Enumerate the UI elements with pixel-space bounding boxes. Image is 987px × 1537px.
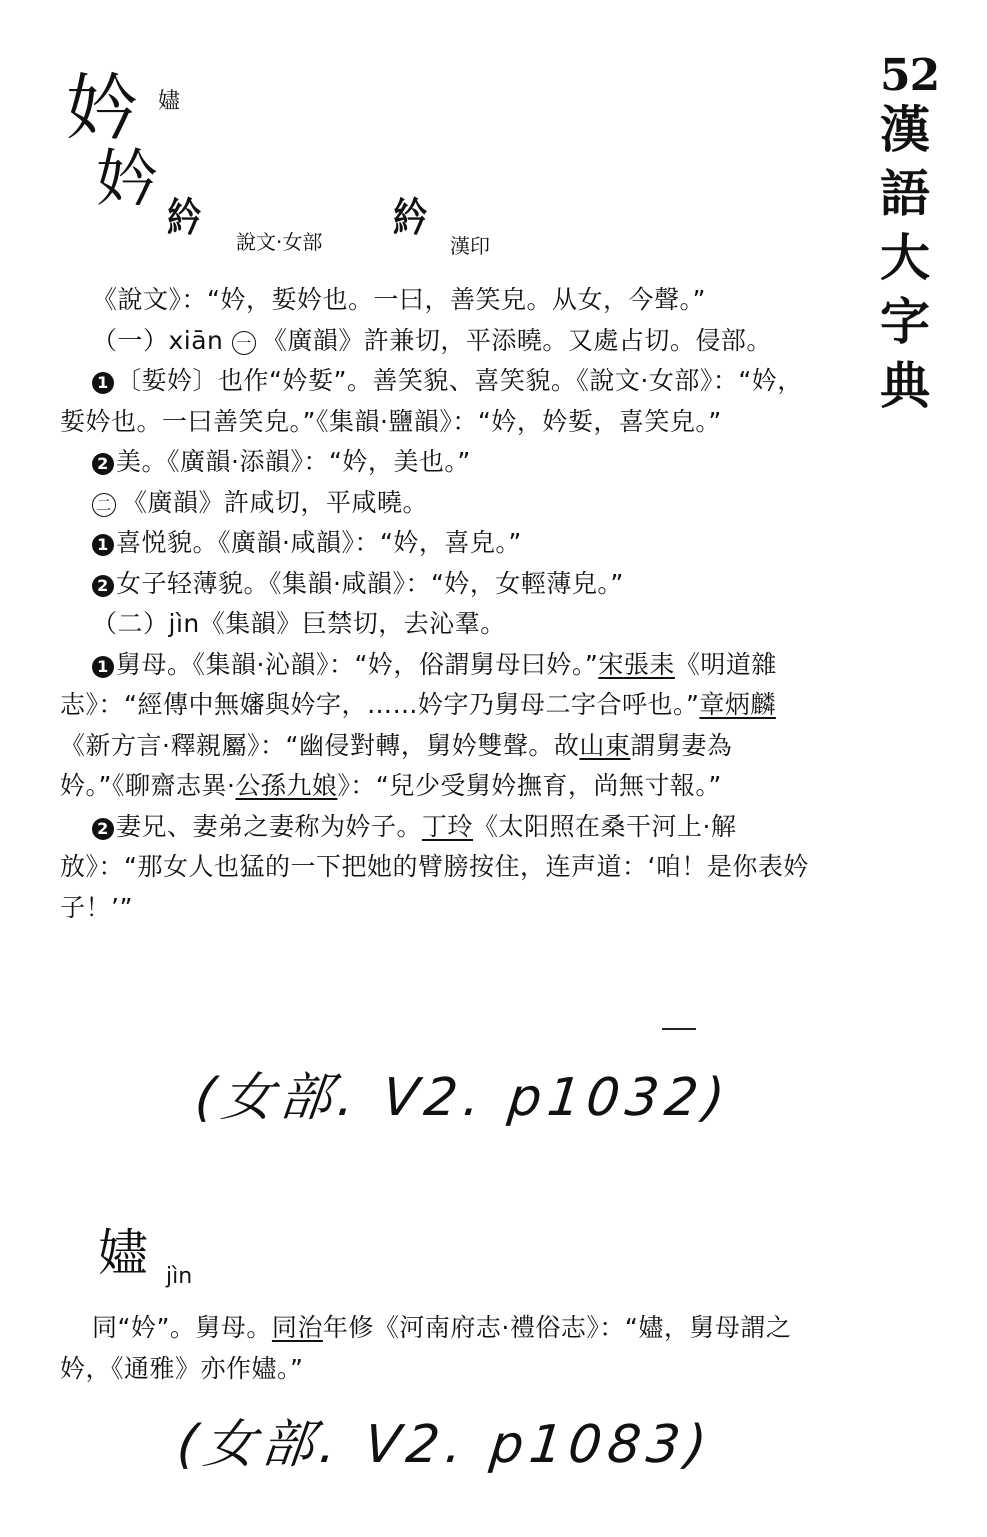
sense-marker: 2: [92, 818, 114, 840]
sense-marker: 2: [92, 453, 114, 475]
headword-pinyin: jìn: [166, 1264, 193, 1289]
handwritten-note: (女部. V2. p1083): [174, 1415, 716, 1475]
sub-reading: 二 《廣韻》許咸切，平咸曉。: [60, 483, 820, 524]
sense: 2 女子轻薄貌。《集韻·咸韻》：“妗，女輕薄皃。”: [60, 564, 820, 605]
reading-2: （二）jìn《集韻》巨禁切，去沁羣。: [92, 609, 506, 638]
definition: 同“妗”。舅母。同治年修《河南府志·禮俗志》：“嬧，舅母謂之妗，《通雅》亦作嬧。”: [60, 1313, 792, 1383]
headword: 嬧: [98, 1224, 148, 1282]
sense: 2 妻兄、妻弟之妻称为妗子。丁玲《太阳照在桑干河上·解放》：“那女人也猛的一下把她的臂膀按住，连声道：‘咱！是你表妗子！’”: [60, 811, 809, 922]
sense: 1 喜悦貌。《廣韻·咸韻》：“妗，喜皃。”: [60, 523, 820, 564]
sense-marker: 2: [92, 575, 114, 597]
seal-caption: 說文·女部: [236, 230, 323, 254]
book-title: 漢語大字典: [880, 100, 930, 415]
variant-superscript: 嬧: [158, 89, 181, 114]
entry-body: [60, 280, 820, 928]
sense: 2 美。《廣韻·添韻》：“妗，美也。”: [60, 442, 820, 483]
headword: 妗: [96, 142, 159, 215]
page-number: 52: [880, 50, 940, 101]
sense-marker: 1: [92, 656, 114, 678]
seal-caption: 漢印: [450, 234, 490, 258]
handwritten-note: (女部. V2. p1032): [192, 1068, 734, 1128]
seal-script-glyph: 紟: [167, 195, 201, 241]
entry-body: [60, 1308, 820, 1389]
seal-script-glyph: 紟: [393, 195, 427, 241]
reading-1: （一）xiān 一 《廣韻》許兼切，平添曉。又處占切。侵部。: [92, 325, 772, 355]
sense-marker: 1: [92, 372, 114, 394]
sub-reading-marker: 二: [92, 493, 116, 517]
stray-mark: [662, 1028, 696, 1030]
sense: 1 〔娎妗〕也作“妗娎”。善笑貌、喜笑貌。《說文·女部》：“妗，娎妗也。一曰善笑皃。”《集韻·鹽韻》：“妗，妗娎，喜笑皃。”: [60, 366, 803, 436]
variant-headword: 妗: [66, 66, 139, 150]
sense-marker: 1: [92, 534, 114, 556]
shuowen-quote: 《說文》：“妗，娎妗也。一曰，善笑皃。从女，今聲。”: [92, 285, 706, 314]
sense: 1 舅母。《集韻·沁韻》：“妗，俗謂舅母曰妗。”宋張耒《明道雜志》：“經傳中無嬸與妗字，……妗字乃舅母二字合呼也。”章炳麟《新方言·釋親屬》：“幽侵對轉，舅妗雙聲。故山東謂舅妻為妗。”《聊齋志異·公孫九娘》：“兒少受舅妗撫育，尚無寸報。”: [60, 649, 777, 800]
sub-reading-marker: 一: [232, 331, 256, 355]
